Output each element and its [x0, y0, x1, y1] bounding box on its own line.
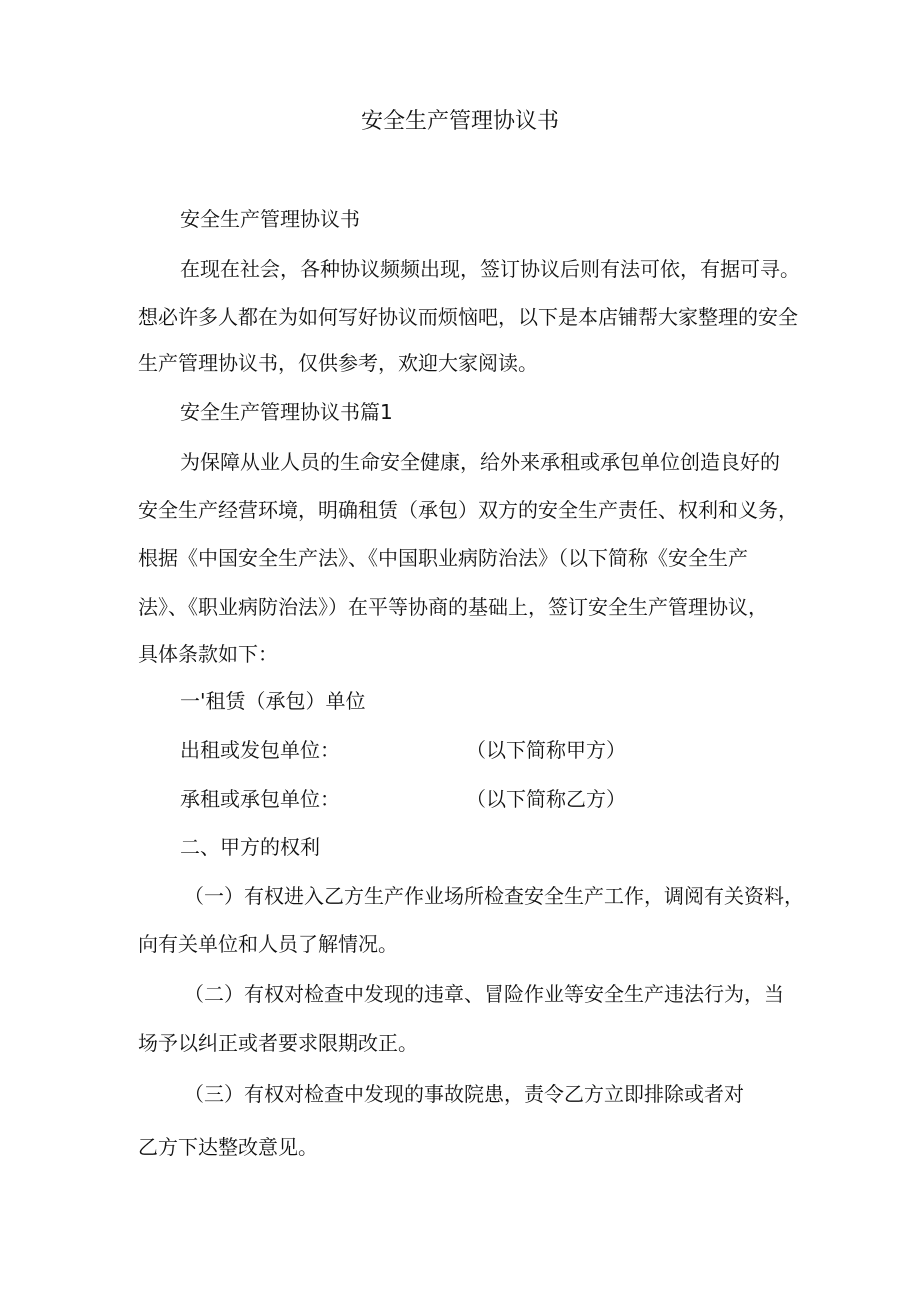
intro-line-1: 在现在社会，各种协议频频出现，签订协议后则有法可依，有据可寻。	[180, 257, 800, 281]
right-2-line-2: 场予以纠正或者要求限期改正。	[138, 1031, 418, 1055]
right-3-line-2: 乙方下达整改意见。	[138, 1135, 318, 1159]
paragraph-line-3: 根据《中国安全生产法》、《中国职业病防治法》（以下简称《安全生产	[138, 546, 748, 570]
subtitle-line: 安全生产管理协议书	[180, 207, 360, 231]
intro-line-2: 想必许多人都在为如何写好协议而烦恼吧，以下是本店铺帮大家整理的安全	[138, 305, 798, 329]
paragraph-line-4: 法》、《职业病防治法》）在平等协商的基础上，签订安全生产管理协议，	[138, 595, 768, 619]
lessor-label: 出租或发包单位：	[180, 738, 340, 762]
right-1-line-2: 向有关单位和人员了解情况。	[138, 932, 398, 956]
paragraph-line-5: 具体条款如下：	[138, 642, 278, 666]
clause-2-heading: 二、甲方的权利	[180, 835, 320, 859]
lessee-alias: （以下简称乙方）	[466, 787, 626, 811]
clause-1-heading: 一'租赁（承包）单位	[180, 689, 366, 713]
right-2-line-1: （二）有权对检查中发现的违章、冒险作业等安全生产违法行为，当	[184, 982, 784, 1006]
lessor-alias: （以下简称甲方）	[466, 738, 626, 762]
right-3-line-1: （三）有权对检查中发现的事故院患，责令乙方立即排除或者对	[184, 1082, 744, 1106]
lessee-label: 承租或承包单位：	[180, 787, 340, 811]
right-1-line-1: （一）有权进入乙方生产作业场所检查安全生产工作，调阅有关资料，	[184, 884, 804, 908]
section-heading: 安全生产管理协议书篇1	[180, 400, 393, 424]
intro-line-3: 生产管理协议书，仅供参考，欢迎大家阅读。	[138, 351, 538, 375]
paragraph-line-2: 安全生产经营环境，明确租赁（承包）双方的安全生产责任、权利和义务，	[138, 498, 798, 522]
paragraph-line-1: 为保障从业人员的生命安全健康，给外来承租或承包单位创造良好的	[180, 450, 780, 474]
document-title: 安全生产管理协议书	[360, 109, 559, 134]
